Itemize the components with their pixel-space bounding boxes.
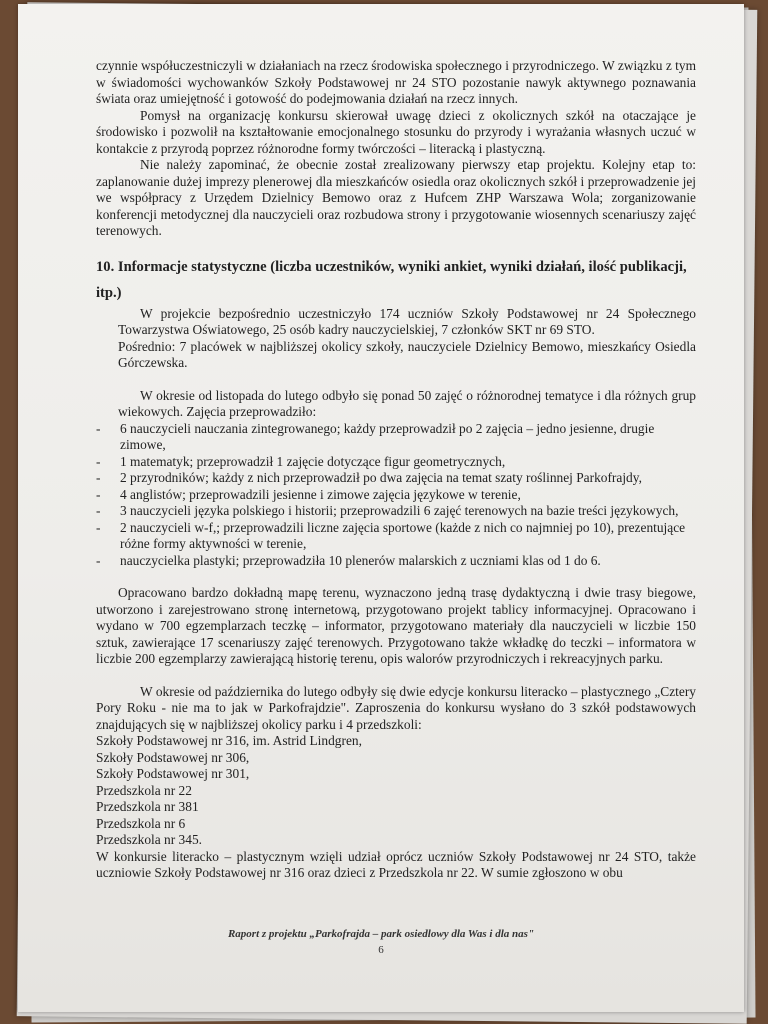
closing-paragraph: W konkursie literacko – plastycznym wzięli udział oprócz uczniów Szkoły Podstawowej nr 24 STO, także uczniowie Szkoły Podstawowej nr 316 oraz dzieci z Przedszkola nr 22. W sumie zgłoszono w obu xyxy=(96,848,696,880)
statistics-block xyxy=(118,306,696,421)
indirect-paragraph: Pośrednio: 7 placówek w najbliższej okolicy szkoły, nauczyciele Dzielnicy Bemowo, mieszkańcy Osiedla Górczewska. xyxy=(118,338,696,370)
activities-intro: W okresie od listopada do lutego odbyło się ponad 50 zajęć o różnorodnej tematyce i dla różnych grup wiekowych. Zajęcia przeprowadziło: xyxy=(118,387,696,419)
page-footer: Raport z projektu „Parkofrajda – park osiedlowy dla Was i dla nas" xyxy=(227,928,535,940)
list-item: - nauczycielka plastyki; przeprowadziła 10 plenerów malarskich z uczniami klas od 1 do 6. xyxy=(96,553,696,570)
map-paragraph: Opracowano bardzo dokładną mapę terenu, wyznaczono jedną trasę dydaktyczną i dwie trasy biegowe, utworzono i zarejestrowano stronę internetową, przygotowano projekt tablicy informacyjnej. Opracowano i wydano w 700 egzemplarzach teczkę – informator, przygotowano materiały dla nauczycieli w liczbie 150 sztuk, zawierające 17 scenariuszy zajęć terenowych. Przygotowano także wkładkę do teczki – informatora w liczbie 200 egzemplarzy zawierającą historię terenu, opis walorów przyrodniczych i rekreacyjnych parku. xyxy=(96,585,696,666)
list-item: - 1 matematyk; przeprowadził 1 zajęcie dotyczące figur geometrycznych, xyxy=(96,454,696,471)
contest-paragraph: W okresie od października do lutego odbyły się dwie edycje konkursu literacko – plastycznego „Cztery Pory Roku - nie ma to jak w Parkofrajdzie". Zaproszenia do konkursu wysłano do 3 szkół podstawowych znajdujących się w najbliższej okolicy parku i 4 przedszkoli: xyxy=(96,683,696,732)
list-item: Szkoły Podstawowej nr 316, im. Astrid Lindgren, xyxy=(96,733,362,748)
list-item: Przedszkola nr 22 xyxy=(96,782,192,798)
list-item: - 2 nauczycieli w-f,; przeprowadzili liczne zajęcia sportowe (każde z nich co najmniej po 10), prezentujące różne formy aktywności w terenie, xyxy=(96,520,696,553)
list-item: Przedszkola nr 345. xyxy=(96,832,202,847)
list-item: Przedszkola nr 6 xyxy=(96,815,186,831)
paragraph: Nie należy zapominać, że obecnie został zrealizowany pierwszy etap projektu. Kolejny etap to: zaplanowanie dużej imprezy plenerowej dla mieszkańców osiedla oraz okolicznych szkół i przeprowadzenie jej we współpracy z Urzędem Dzielnicy Bemowo oraz z Hufcem ZHP Warszawa Wola; zorganizowanie konferencji metodycznej dla nauczycieli oraz rozbudowa strony i przygotowanie wiosennych scenariuszy zajęć terenowych. xyxy=(96,157,696,238)
list-item: - 6 nauczycieli nauczania zintegrowanego; każdy przeprowadził po 2 zajęcia – jedno jesienne, drugie zimowe, xyxy=(96,421,696,454)
page-number: 6 xyxy=(378,944,384,956)
page-content xyxy=(96,58,696,882)
paragraph: Pomysł na organizację konkursu skierował uwagę dzieci z okolicznych szkół na otaczające je środowisko i pozwolił na kształtowanie emocjonalnego stosunku do przyrody i wyrażania własnych uczuć w kontakcie z przyrodą poprzez różnorodne formy twórczości – literacką i plastyczną. xyxy=(96,107,696,156)
list-item: - 2 przyrodników; każdy z nich przeprowadził po dwa zajęcia na temat szaty roślinnej Parkofrajdy, xyxy=(96,470,696,487)
list-item: Przedszkola nr 381 xyxy=(96,799,199,814)
list-item: Szkoły Podstawowej nr 301, xyxy=(96,766,250,781)
list-item: Szkoły Podstawowej nr 306, xyxy=(96,749,250,765)
activities-list xyxy=(96,421,696,570)
list-item: - 4 anglistów; przeprowadzili jesienne i zimowe zajęcia językowe w terenie, xyxy=(96,487,696,504)
section-heading: 10. Informacje statystyczne (liczba uczestników, wyniki ankiet, wyniki działań, ilość publikacji, itp.) xyxy=(96,258,687,301)
schools-list xyxy=(96,733,696,849)
participants-paragraph: W projekcie bezpośrednio uczestniczyło 174 uczniów Szkoły Podstawowej nr 24 Społecznego Towarzystwa Oświatowego, 25 osób kadry nauczycielskiej, 7 członków SKT nr 69 STO. xyxy=(118,305,696,337)
document-page xyxy=(18,4,744,1012)
paragraph: czynnie współuczestniczyli w działaniach na rzecz środowiska społecznego i przyrodniczego. W związku z tym w świadomości wychowanków Szkoły Podstawowej nr 24 STO pozostanie nawyk aktywnego poznawania świata oraz umiejętność i gotowość do podejmowania działań na rzecz innych. xyxy=(96,58,696,106)
list-item: - 3 nauczycieli języka polskiego i historii; przeprowadzili 6 zajęć terenowych na bazie treści językowych, xyxy=(96,503,696,520)
